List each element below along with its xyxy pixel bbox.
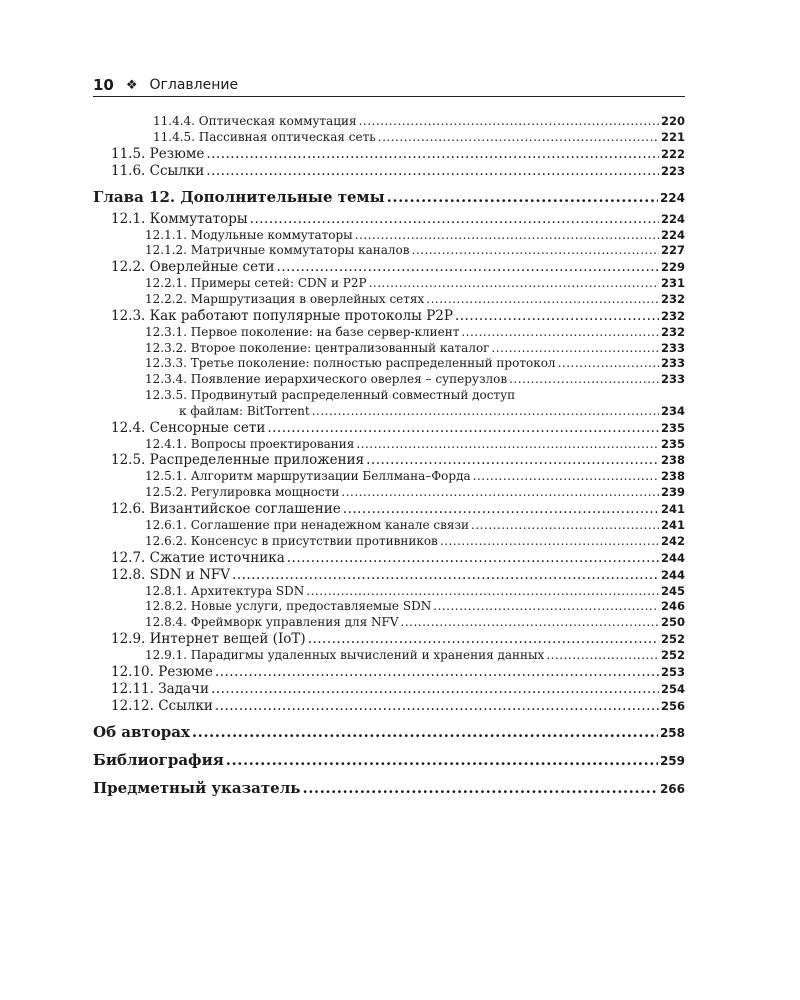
toc-entry-title: 12.9.1. Парадигмы удаленных вычислений и хранения данных xyxy=(145,647,545,662)
toc-entry[interactable] xyxy=(93,681,685,698)
toc-entry-page: 227 xyxy=(660,243,685,258)
toc-entry-title: 12.11. Задачи xyxy=(111,680,209,697)
toc-leader-dots xyxy=(215,698,659,715)
toc-entry[interactable] xyxy=(93,469,685,485)
toc-entry-title: 12.3.1. Первое поколение: на базе сервер-клиент xyxy=(145,324,460,339)
toc-leader-dots xyxy=(546,648,659,664)
toc-entry-page: 231 xyxy=(660,276,685,291)
toc-entry-title: к файлам: BitTorrent xyxy=(179,403,310,418)
toc-leader-dots xyxy=(473,469,659,485)
toc-entry-title: 11.5. Резюме xyxy=(111,145,205,162)
toc-entry-page: 238 xyxy=(660,453,685,468)
toc-entry-page: 245 xyxy=(660,583,685,598)
toc-entry-page: 252 xyxy=(660,631,685,646)
toc-leader-dots xyxy=(387,186,658,208)
toc-entry-title: Об авторах xyxy=(93,722,190,741)
toc-entry-title: Библиография xyxy=(93,750,224,769)
toc-entry-title: 12.2.1. Примеры сетей: CDN и P2P xyxy=(145,276,367,291)
toc-leader-dots xyxy=(343,501,659,518)
toc-entry-page: 241 xyxy=(660,517,685,532)
toc-entry[interactable] xyxy=(93,518,685,534)
toc-leader-dots xyxy=(369,276,659,292)
toc-leader-dots xyxy=(412,243,659,259)
toc-entry-page: 253 xyxy=(660,664,685,679)
toc-entry[interactable] xyxy=(93,485,685,501)
toc-leader-dots xyxy=(211,681,659,698)
toc-entry[interactable] xyxy=(93,567,685,584)
toc-entry-page: 232 xyxy=(660,291,685,306)
toc-entry[interactable] xyxy=(93,341,685,357)
toc-entry-title: 12.3.4. Появление иерархического оверлея – суперузлов xyxy=(145,372,508,387)
toc-leader-dots xyxy=(356,437,659,453)
toc-entry-page: 246 xyxy=(660,599,685,614)
toc-leader-dots xyxy=(378,130,659,146)
toc-entry-page: 252 xyxy=(660,647,685,662)
toc-entry-title: 12.7. Сжатие источника xyxy=(111,549,285,566)
toc-entry-page: 220 xyxy=(660,114,685,128)
toc-entry[interactable] xyxy=(93,146,685,163)
toc-entry-title: 12.6. Византийское соглашение xyxy=(111,500,341,517)
toc-entry[interactable] xyxy=(93,228,685,244)
toc-entry-page: 229 xyxy=(660,260,685,275)
toc-entry[interactable] xyxy=(93,777,685,799)
toc-entry-title: Глава 12. Дополнительные темы xyxy=(93,187,385,206)
toc-entry[interactable] xyxy=(93,721,685,743)
toc-entry-title: 12.3.3. Третье поколение: полностью распределенный протокол xyxy=(145,356,556,371)
toc-entry-title: 12.3.5. Продвинутый распределенный совместный доступ xyxy=(145,387,516,402)
toc-entry-title: 12.2.2. Маршрутизация в оверлейных сетях xyxy=(145,291,425,306)
toc-leader-dots xyxy=(287,550,659,567)
toc-leader-dots xyxy=(215,664,659,681)
toc-entry-title: 12.3. Как работают популярные протоколы P2P xyxy=(111,307,453,324)
toc-leader-dots xyxy=(308,631,659,648)
toc-entry[interactable] xyxy=(93,631,685,648)
toc-entry[interactable] xyxy=(93,664,685,681)
toc-entry[interactable] xyxy=(93,599,685,615)
toc-entry[interactable] xyxy=(93,308,685,325)
running-header xyxy=(93,74,685,97)
toc-entry-page: 266 xyxy=(659,781,685,796)
toc-entry[interactable] xyxy=(93,292,685,308)
toc-entry-title: Предметный указатель xyxy=(93,778,301,797)
toc-entry-page: 233 xyxy=(660,340,685,355)
toc-entry-page: 232 xyxy=(660,324,685,339)
toc-entry-page: 223 xyxy=(660,163,685,178)
toc-entry[interactable] xyxy=(93,534,685,550)
toc-entry-page: 244 xyxy=(660,567,685,582)
header-title: Оглавление xyxy=(149,77,239,93)
toc-entry-page: 234 xyxy=(660,403,685,418)
toc-entry[interactable] xyxy=(93,584,685,600)
toc-entry-page: 256 xyxy=(660,698,685,713)
toc-entry-page: 232 xyxy=(660,308,685,323)
toc-leader-dots xyxy=(558,356,659,372)
toc-entry-title: 12.6.1. Соглашение при ненадежном канале связи xyxy=(145,517,470,532)
toc-leader-dots xyxy=(267,420,659,437)
toc-entry[interactable] xyxy=(93,130,685,146)
toc-entry[interactable] xyxy=(93,698,685,715)
toc-entry-page: 233 xyxy=(660,372,685,387)
toc-entry-title: 12.9. Интернет вещей (IoT) xyxy=(111,630,306,647)
toc-entry-title: 12.1. Коммутаторы xyxy=(111,210,248,227)
toc-entry-page: 238 xyxy=(660,469,685,484)
toc-entry[interactable] xyxy=(93,648,685,664)
toc-entry-title: 12.1.2. Матричные коммутаторы каналов xyxy=(145,243,410,258)
toc-entry[interactable] xyxy=(93,437,685,453)
toc-entry-title: 12.4. Сенсорные сети xyxy=(111,419,266,436)
toc-entry-title: 12.8.4. Фреймворк управления для NFV xyxy=(145,615,399,630)
toc-entry-title: 12.2. Оверлейные сети xyxy=(111,259,275,276)
toc-entry-title: 12.5.2. Регулировка мощности xyxy=(145,485,340,500)
toc-entry-page: 235 xyxy=(660,436,685,451)
toc-leader-dots xyxy=(206,146,659,163)
toc-leader-dots xyxy=(426,292,659,308)
toc-entry-page: 224 xyxy=(660,227,685,242)
toc-entry[interactable] xyxy=(93,452,685,469)
toc-entry-page: 222 xyxy=(660,146,685,161)
toc-entry[interactable] xyxy=(93,388,685,404)
toc-entry-page: 221 xyxy=(660,129,685,144)
ornament-icon: ❖ xyxy=(125,77,138,93)
toc-entry-page: 224 xyxy=(659,190,685,205)
toc-entry-page: 224 xyxy=(660,211,685,226)
toc-leader-dots xyxy=(461,325,659,341)
toc-entry-page: 244 xyxy=(660,550,685,565)
toc-entry-page: 254 xyxy=(660,681,685,696)
toc-entry-title: 11.4.5. Пассивная оптическая сеть xyxy=(153,129,376,144)
toc-entry-title: 12.8. SDN и NFV xyxy=(111,566,231,583)
toc-entry[interactable] xyxy=(93,356,685,372)
toc-entry[interactable] xyxy=(93,186,685,208)
toc-leader-dots xyxy=(509,372,659,388)
toc-entry[interactable] xyxy=(93,211,685,228)
toc-entry-title: 11.6. Ссылки xyxy=(111,162,205,179)
toc-entry[interactable] xyxy=(93,276,685,292)
toc-leader-dots xyxy=(302,777,657,799)
toc-entry-title: 12.12. Ссылки xyxy=(111,697,213,714)
toc-leader-dots xyxy=(471,518,659,534)
toc-leader-dots xyxy=(312,404,659,420)
toc-leader-dots xyxy=(401,615,659,631)
table-of-contents xyxy=(93,114,685,799)
toc-entry-page: 235 xyxy=(660,420,685,435)
toc-entry[interactable] xyxy=(93,243,685,259)
toc-leader-dots xyxy=(455,308,659,325)
toc-entry[interactable] xyxy=(93,420,685,437)
toc-entry-page: 258 xyxy=(659,725,685,740)
toc-entry-page: 242 xyxy=(660,533,685,548)
toc-leader-dots xyxy=(440,534,659,550)
toc-entry-page: 233 xyxy=(660,356,685,371)
toc-leader-dots xyxy=(277,259,659,276)
toc-entry[interactable] xyxy=(93,259,685,276)
toc-entry-title: 12.4.1. Вопросы проектирования xyxy=(145,436,355,451)
toc-entry-title: 11.4.4. Оптическая коммутация xyxy=(153,114,357,128)
toc-entry[interactable] xyxy=(93,749,685,771)
toc-entry[interactable] xyxy=(93,325,685,341)
toc-leader-dots xyxy=(306,584,659,600)
toc-entry[interactable] xyxy=(93,501,685,518)
toc-entry[interactable] xyxy=(93,163,685,180)
toc-entry[interactable] xyxy=(93,404,685,420)
toc-entry-page: 259 xyxy=(659,753,685,768)
toc-leader-dots xyxy=(433,599,659,615)
toc-leader-dots xyxy=(366,452,659,469)
toc-entry-title: 12.10. Резюме xyxy=(111,663,213,680)
toc-entry-title: 12.8.2. Новые услуги, предоставляемые SDN xyxy=(145,599,432,614)
toc-entry-title: 12.8.1. Архитектура SDN xyxy=(145,583,305,598)
toc-entry[interactable] xyxy=(93,550,685,567)
toc-entry[interactable] xyxy=(93,372,685,388)
toc-leader-dots xyxy=(359,114,659,130)
toc-entry-page: 239 xyxy=(660,485,685,500)
toc-leader-dots xyxy=(232,567,659,584)
toc-entry[interactable] xyxy=(93,114,685,130)
toc-entry-page: 250 xyxy=(660,615,685,630)
toc-entry-title: 12.1.1. Модульные коммутаторы xyxy=(145,227,353,242)
toc-leader-dots xyxy=(355,228,659,244)
toc-entry-title: 12.6.2. Консенсус в присутствии противников xyxy=(145,533,438,548)
toc-entry-page: 241 xyxy=(660,501,685,516)
toc-entry-title: 12.5. Распределенные приложения xyxy=(111,452,365,469)
page-number: 10 xyxy=(93,76,114,94)
toc-entry-title: 12.3.2. Второе поколение: централизованный каталог xyxy=(145,340,490,355)
toc-leader-dots xyxy=(250,211,659,228)
toc-leader-dots xyxy=(491,341,659,357)
toc-leader-dots xyxy=(341,485,659,501)
toc-entry-title: 12.5.1. Алгоритм маршрутизации Беллмана–Форда xyxy=(145,469,471,484)
toc-leader-dots xyxy=(192,721,658,743)
toc-leader-dots xyxy=(226,749,658,771)
toc-leader-dots xyxy=(206,163,659,180)
toc-entry[interactable] xyxy=(93,615,685,631)
